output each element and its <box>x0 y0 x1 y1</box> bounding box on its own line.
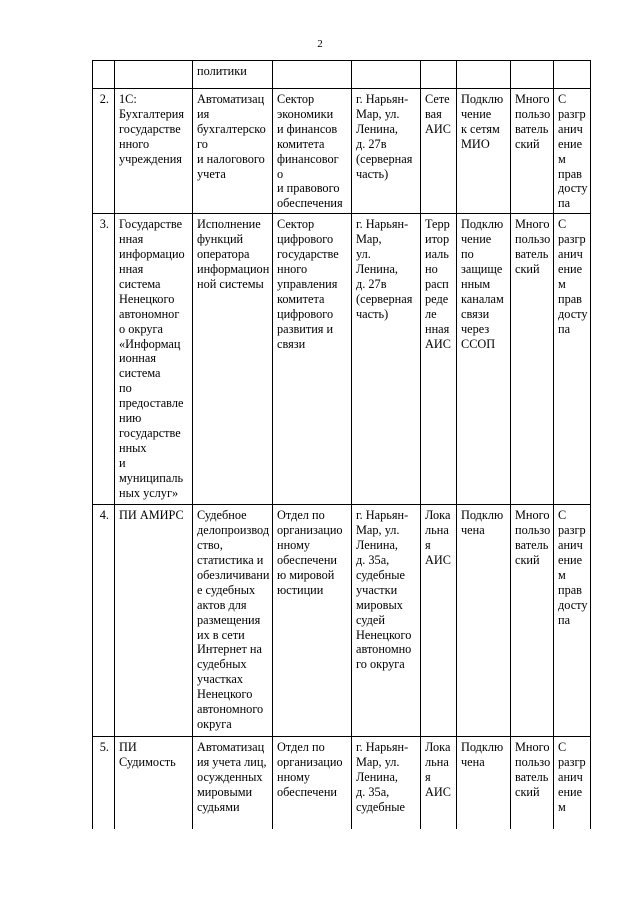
cell-system-name: Государстве нная информацио нная система Ненецкого автономног о округа «Информац ионная система по предоставле нию государстве нных и муниципаль ных услуг» <box>115 214 193 505</box>
cell-purpose: политики <box>193 61 273 89</box>
cell-mode: Много пользо ватель ский <box>511 505 554 737</box>
cell-department <box>273 61 352 89</box>
cell-location: г. Нарьян- Мар, ул. Ленина, д. 35а, судебные участки мировых судей Ненецкого автономно го округа <box>352 505 421 737</box>
cell-mode: Много пользо ватель ский <box>511 214 554 505</box>
cell-department: Сектор экономики и финансов комитета финансовог о и правового обеспечения <box>273 89 352 214</box>
table-row-continuation <box>93 61 591 89</box>
cell-access <box>554 61 591 89</box>
cell-access: С разгр анич ение м прав досту па <box>554 214 591 505</box>
cell-location <box>352 61 421 89</box>
cell-type <box>421 61 457 89</box>
cell-access: С разгр анич ение м прав досту па <box>554 89 591 214</box>
cell-location: г. Нарьян- Мар, ул. Ленина, д. 27в (серверная часть) <box>352 214 421 505</box>
cell-department: Отдел по организацио нному обеспечени <box>273 737 352 829</box>
cell-number: 2. <box>93 89 115 214</box>
cell-number: 3. <box>93 214 115 505</box>
cell-mode: Много пользо ватель ский <box>511 89 554 214</box>
registry-table <box>92 60 591 829</box>
cell-connection: Подклю чение по защище нным каналам связи через ССОП <box>457 214 511 505</box>
cell-system-name: ПИ АМИРС <box>115 505 193 737</box>
cell-purpose: Исполнение функций оператора информацион ной системы <box>193 214 273 505</box>
cell-purpose: Автоматизац ия учета лиц, осужденных мировыми судьями <box>193 737 273 829</box>
cell-type: Лока льная АИС <box>421 505 457 737</box>
page-number: 2 <box>317 38 323 50</box>
cell-access: С разгр анич ение м прав досту па <box>554 505 591 737</box>
cell-system-name <box>115 61 193 89</box>
table-row <box>93 89 591 214</box>
cell-purpose: Автоматизац ия бухгалтерско го и налогового учета <box>193 89 273 214</box>
table-row <box>93 737 591 829</box>
cell-access: С разгр анич ение м <box>554 737 591 829</box>
cell-type: Терр итор иаль но расп ределе нная АИС <box>421 214 457 505</box>
cell-number: 4. <box>93 505 115 737</box>
cell-department: Отдел по организацио нному обеспечени ю мировой юстиции <box>273 505 352 737</box>
cell-purpose: Судебное делопроизвод ство, статистика и обезличивани е судебных актов для размещения их в сети Интернет на судебных участках Ненецкого автономного округа <box>193 505 273 737</box>
cell-type: Сете вая АИС <box>421 89 457 214</box>
cell-connection <box>457 61 511 89</box>
cell-location: г. Нарьян- Мар, ул. Ленина, д. 35а, судебные <box>352 737 421 829</box>
cell-department: Сектор цифрового государстве нного управления комитета цифрового развития и связи <box>273 214 352 505</box>
cell-mode: Много пользо ватель ский <box>511 737 554 829</box>
cell-location: г. Нарьян- Мар, ул. Ленина, д. 27в (серверная часть) <box>352 89 421 214</box>
cell-number: 5. <box>93 737 115 829</box>
table-row <box>93 505 591 737</box>
cell-mode <box>511 61 554 89</box>
table-row <box>93 214 591 505</box>
cell-system-name: ПИ Судимость <box>115 737 193 829</box>
cell-type: Лока льная АИС <box>421 737 457 829</box>
cell-connection: Подклю чение к сетям МИО <box>457 89 511 214</box>
cell-number <box>93 61 115 89</box>
cell-connection: Подклю чена <box>457 505 511 737</box>
cell-system-name: 1С: Бухгалтерия государстве нного учреждения <box>115 89 193 214</box>
cell-connection: Подклю чена <box>457 737 511 829</box>
